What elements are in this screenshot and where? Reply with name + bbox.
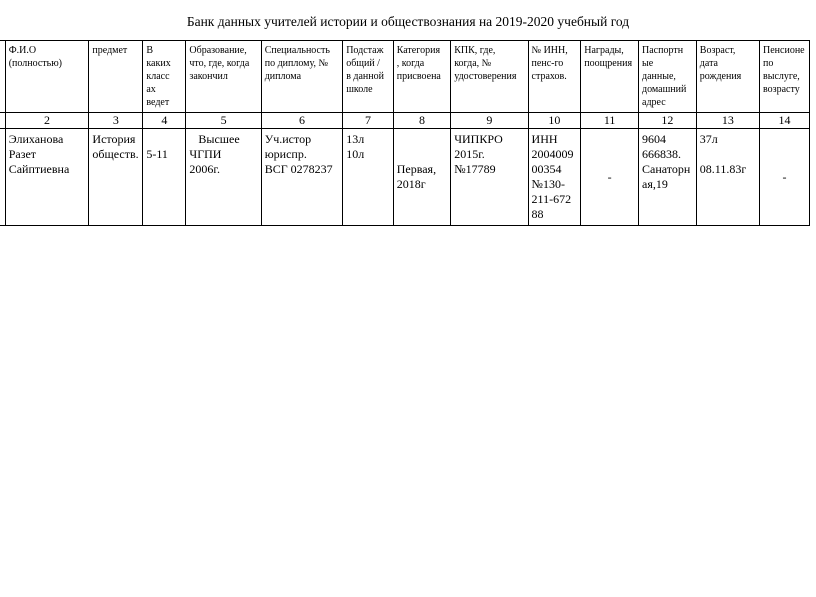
column-number-cell-8: 8: [393, 113, 450, 129]
table-cell-9: ЧИПКРО 2015г. №17789: [451, 129, 528, 226]
table-cell-14: -: [760, 129, 810, 226]
column-number-cell-12: 12: [639, 113, 697, 129]
table-cell-3: История обществ.: [89, 129, 143, 226]
column-number-cell-3: 3: [89, 113, 143, 129]
header-cell-3: предмет: [89, 41, 143, 113]
column-number-cell-5: 5: [186, 113, 261, 129]
column-number-cell-13: 13: [696, 113, 759, 129]
header-cell-6: Специальность по диплому, № диплома: [261, 41, 342, 113]
table-cell-10: ИНН 2004009 00354 №130- 211-672 88: [528, 129, 581, 226]
column-number-cell-4: 4: [143, 113, 186, 129]
column-numbers-row: [0, 113, 810, 129]
column-number-cell-11: 11: [581, 113, 639, 129]
table-cell-4: 5-11: [143, 129, 186, 226]
table-cell-7: 13л 10л: [343, 129, 394, 226]
table-cell-6: Уч.истор юриспр. ВСГ 0278237: [261, 129, 342, 226]
table-cell-11: -: [581, 129, 639, 226]
column-number-cell-2: 2: [5, 113, 89, 129]
header-cell-5: Образование, что, где, когда закончил: [186, 41, 261, 113]
header-cell-4: В каких класс ах ведет: [143, 41, 186, 113]
column-number-cell-7: 7: [343, 113, 394, 129]
header-cell-13: Возраст, дата рождения: [696, 41, 759, 113]
header-cell-11: Награды, поощрения: [581, 41, 639, 113]
table-cell-5: Высшее ЧГПИ 2006г.: [186, 129, 261, 226]
column-number-cell-14: 14: [760, 113, 810, 129]
table-cell-13: 37л 08.11.83г: [696, 129, 759, 226]
table-row: [0, 129, 810, 226]
page-title: Банк данных учителей истории и обществознания на 2019-2020 учебный год: [186, 14, 630, 29]
column-number-cell-9: 9: [451, 113, 528, 129]
header-cell-14: Пенсионе по выслуге, возрасту: [760, 41, 810, 113]
header-cell-10: № ИНН, пенс-го страхов.: [528, 41, 581, 113]
header-cell-12: Паспортн ые данные, домашний адрес: [639, 41, 697, 113]
header-cell-8: Категория , когда присвоена: [393, 41, 450, 113]
column-number-cell-6: 6: [261, 113, 342, 129]
teachers-table: [0, 40, 810, 226]
table-cell-12: 9604 666838. Санаторн ая,19: [639, 129, 697, 226]
table-cell-2: Элиханова Разет Сайптиевна: [5, 129, 89, 226]
header-cell-7: Подстаж общий / в данной школе: [343, 41, 394, 113]
header-cell-2: Ф.И.О (полностью): [5, 41, 89, 113]
column-number-cell-10: 10: [528, 113, 581, 129]
header-cell-9: КПК, где, когда, № удостоверения: [451, 41, 528, 113]
table-cell-8: Первая, 2018г: [393, 129, 450, 226]
header-row: [0, 41, 810, 113]
